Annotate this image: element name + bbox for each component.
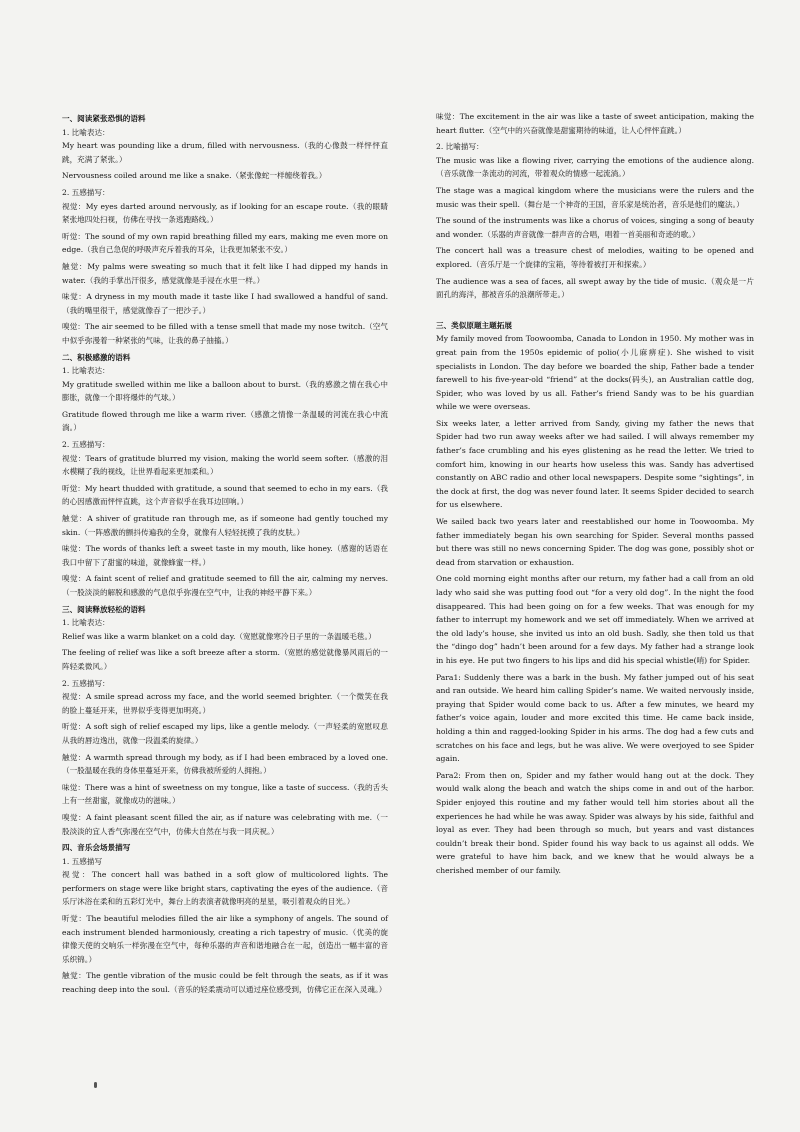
paragraph: The music was like a flowing river, carrying the emotions of the audience along.（音乐就像一条流动的河流，带着观众的情感一起流淌。） — [436, 155, 754, 179]
paragraph: Six weeks later, a letter arrived from Sandy, giving my father the news that Spider had two run away weeks after we had sailed. I will always remember my father’s face crumbling and his eyes glistening as he read the letter. We tried to comfort him, knowing in our hearts how useless this was. Sandy has advertised constantly on ABC radio and other local newspapers. Despite some “sightings”, in the dock at first, the dog was never found later. It seems Spider decided to search for us elsewhere. — [436, 418, 754, 510]
section-heading: 三、类似原题主题拓展 — [436, 320, 512, 330]
paragraph: The stage was a magical kingdom where the musicians were the rulers and the music was their spell.（舞台是一个神奇的王国，音乐家是统治者，音乐是他们的魔法。） — [436, 185, 754, 209]
subheading: 1. 五感描写 — [62, 856, 103, 866]
subheading: 1. 比喻表达： — [62, 366, 110, 376]
spacer — [436, 305, 754, 319]
paragraph: 触觉：My palms were sweating so much that it felt like I had dipped my hands in water.（我的手掌出汗很多，感觉就像是手浸在水里一样。） — [62, 261, 388, 285]
paragraph: 听觉：The beautiful melodies filled the air like a symphony of angels. The sound of each instrument blended harmoniously, creating a rich tapestry of music.（优美的旋律像天使的交响乐一样弥漫在空气中，每种乐器的声音和谐地融合在一起，创造出一幅丰富的音乐织锦。） — [62, 914, 388, 964]
paragraph: 嗅觉：A faint scent of relief and gratitude seemed to fill the air, calming my nerves.（一股淡淡的解脱和感激的气息似乎弥漫在空气中，让我的神经平静下来。） — [62, 574, 388, 597]
section-heading: 四、音乐会场景描写 — [62, 843, 131, 853]
paragraph: 嗅觉：The air seemed to be filled with a tense smell that made my nose twitch.（空气中似乎弥漫着一种紧张的气味，让我的鼻子抽搐。） — [62, 322, 388, 345]
paragraph: 听觉：The sound of my own rapid breathing filled my ears, making me even more on edge.（我自己急促的呼吸声充斥着我的耳朵，让我更加紧张不安。） — [62, 231, 388, 255]
paragraph: Para1: Suddenly there was a bark in the bush. My father jumped out of his seat and ran outside. We heard him calling Spider’s name. We waited nervously inside, praying that Spider would come back to us. After a few minutes, we heard my father’s voice again, louder and more excited this time. He came back inside, holding a thin and ragged-looking Spider in his arms. The dog had a few cuts and scratches on his face and legs, but he was alive. We were overjoyed to see Spider again. — [436, 672, 754, 764]
paragraph: The audience was a sea of faces, all swept away by the tide of music.（观众是一片面孔的海洋，都被音乐的浪潮所带走。） — [436, 276, 754, 300]
scan-mark — [94, 1082, 97, 1088]
paragraph: The feeling of relief was like a soft breeze after a storm.（宽慰的感觉就像暴风雨后的一阵轻柔微风。） — [62, 648, 388, 671]
paragraph: 触觉：A warmth spread through my body, as if I had been embraced by a loved one.（一股温暖在我的身体里蔓延开来，仿佛我被所爱的人拥抱。） — [62, 752, 388, 776]
subheading: 1. 比喻表达： — [62, 618, 110, 628]
subheading: 2. 五感描写： — [62, 440, 110, 450]
paragraph: 听觉：A soft sigh of relief escaped my lips, like a gentle melody.（一声轻柔的宽慰叹息从我的唇边逸出，就像一段温柔的旋律。） — [62, 722, 388, 745]
subheading: 2. 比喻描写： — [436, 142, 484, 152]
paragraph: My heart was pounding like a drum, filled with nervousness.（我的心像鼓一样怦怦直跳，充满了紧张。） — [62, 141, 388, 164]
section-heading: 一、阅读紧张恐惧的语料 — [62, 114, 146, 123]
paragraph: 味觉：There was a hint of sweetness on my tongue, like a taste of success.（我的舌头上有一丝甜蜜，就像成功的滋味。） — [62, 782, 388, 806]
paragraph: 触觉：A shiver of gratitude ran through me, as if someone had gently touched my skin.（一阵感激的颤抖传遍我的全身，就像有人轻轻抚摸了我的皮肤。） — [62, 514, 388, 537]
paragraph: My family moved from Toowoomba, Canada to London in 1950. My mother was in great pain from the 1950s epidemic of polio(小儿麻痹症). She wished to visit specialists in London. The day before we boarded the ship, Father bade a tender farewell to his five-year-old “friend” at the docks(码头), an Australian cattle dog, Spider, who was loved by us all. Father’s friend Sandy was to be his guardian while we were overseas. — [436, 334, 754, 412]
paragraph: 触觉：The gentle vibration of the music could be felt through the seats, as if it was reaching deep into the soul.（音乐的轻柔震动可以通过座位感受到，仿佛它正在深入灵魂。） — [62, 971, 388, 995]
paragraph: 视觉：A smile spread across my face, and the world seemed brighter.（一个微笑在我的脸上蔓延开来，世界似乎变得更加明亮。） — [62, 692, 388, 715]
subheading: 2. 五感描写： — [62, 187, 110, 197]
paragraph: We sailed back two years later and reestablished our home in Toowoomba. My father immediately began his own searching for Spider. Several months passed but there was still no news concerning Spider. The dog was gone, possibly shot or dead from starvation or exhaustion. — [436, 517, 754, 567]
right-column — [436, 110, 754, 880]
paragraph: 味觉：The excitement in the air was like a taste of sweet anticipation, making the heart flutter.（空气中的兴奋就像是甜蜜期待的味道，让人心怦怦直跳。） — [436, 112, 754, 135]
section-heading: 二、积极感激的语料 — [62, 352, 131, 362]
subheading: 1. 比喻表达： — [62, 127, 110, 137]
paragraph: 听觉：My heart thudded with gratitude, a sound that seemed to echo in my ears.（我的心因感激而怦怦直跳，这个声音似乎在我耳边回响。） — [62, 483, 388, 507]
paragraph: 味觉：A dryness in my mouth made it taste like I had swallowed a handful of sand.（我的嘴里很干，感觉就像吞了一把沙子。） — [62, 292, 388, 315]
paragraph: My gratitude swelled within me like a balloon about to burst.（我的感激之情在我心中膨胀，就像一个即将爆炸的气球。） — [62, 379, 388, 403]
paragraph: One cold morning eight months after our return, my father had a call from an old lady who said she was putting food out “for a very old dog”. In the night the food disappeared. This had been going on for a few weeks. That was enough for my father to interrupt my homework and we set off immediately. When we arrived at the old lady’s house, she invited us into an old bush. Sadly, she then told us that the “dingo dog” hadn’t been around for a few days. My father had a strange look in his eye. He put two fingers to his lips and did his special whistle(哨) for Spider. — [436, 574, 754, 665]
section-heading: 三、阅读释放轻松的语料 — [62, 604, 146, 614]
paragraph: Nervousness coiled around me like a snake.（紧张像蛇一样缠绕着我。） — [62, 171, 327, 181]
paragraph: 视觉：Tears of gratitude blurred my vision, making the world seem softer.（感激的泪水模糊了我的视线，让世界看起来更加柔和。） — [62, 453, 388, 477]
paragraph: Relief was like a warm blanket on a cold day.（宽慰就像寒冷日子里的一条温暖毛毯。） — [62, 631, 376, 641]
paragraph: The sound of the instruments was like a chorus of voices, singing a song of beauty and wonder.（乐器的声音就像一群声音的合唱，唱着一首美丽和奇迹的歌。） — [436, 216, 754, 239]
paragraph: 味觉：The words of thanks left a sweet taste in my mouth, like honey.（感谢的话语在我口中留下了甜蜜的味道，就像蜂蜜一样。） — [62, 544, 388, 567]
paragraph: 嗅觉：A faint pleasant scent filled the air, as if nature was celebrating with me.（一股淡淡的宜人香气弥漫在空气中，仿佛大自然在与我一同庆祝。） — [62, 812, 388, 836]
paragraph: Para2: From then on, Spider and my father would hang out at the dock. They would walk along the beach and watch the ships come in and out of the harbor. Spider enjoyed this routine and my father would tell him stories about all the experiences he had while he was away. Spider was always by his side, faithful and loyal as ever. They had been through so much, but years and vast distances couldn’t break their bond. Spider found his way back to us against all odds. We were grateful to have him back, and we knew that he would always be a cherished member of our family. — [436, 770, 754, 875]
paragraph: 视觉：My eyes darted around nervously, as if looking for an escape route.（我的眼睛紧张地四处扫视，仿佛在寻找一条逃跑路线。） — [62, 201, 388, 225]
paragraph: 视觉：The concert hall was bathed in a soft glow of multicolored lights. The performers on stage were like bright stars, captivating the eyes of the audience.（音乐厅沐浴在柔和的五彩灯光中，舞台上的表演者就像明亮的星星，吸引着观众的目光。） — [62, 870, 388, 907]
left-column — [62, 112, 388, 1000]
subheading: 2. 五感描写： — [62, 678, 110, 688]
paragraph: Gratitude flowed through me like a warm river.（感激之情像一条温暖的河流在我心中流淌。） — [62, 409, 388, 433]
paragraph: The concert hall was a treasure chest of melodies, waiting to be opened and explored.（音乐厅是一个旋律的宝箱，等待着被打开和探索。） — [436, 246, 754, 269]
